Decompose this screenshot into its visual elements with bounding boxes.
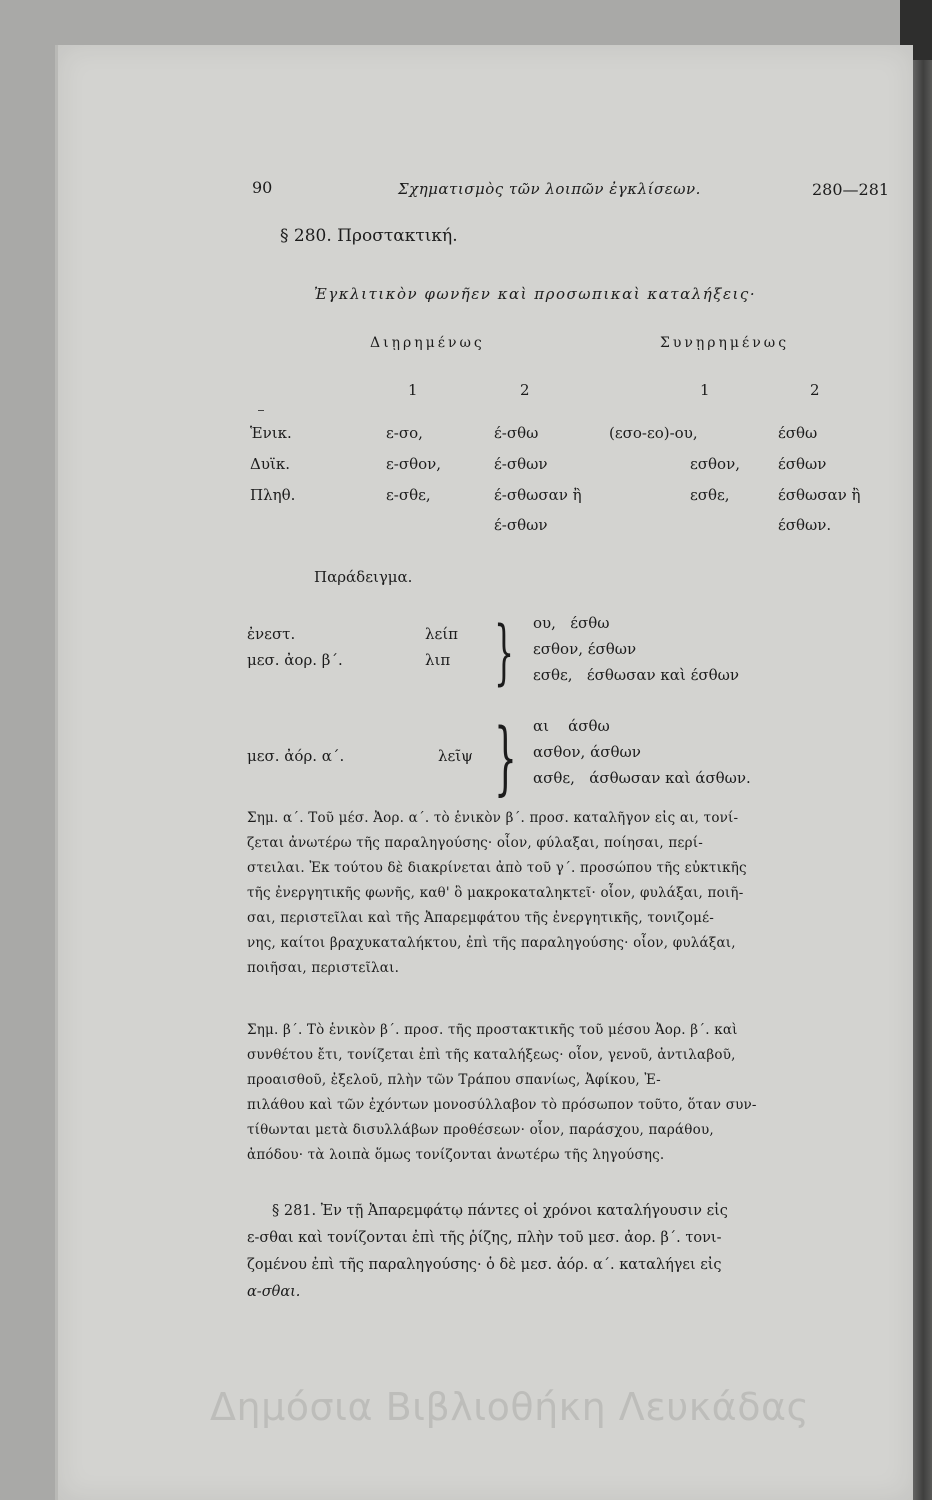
cell: έ-σθω (494, 424, 539, 442)
example-stem: λείπ (425, 625, 459, 643)
example-label: μεσ. ἀόρ. α΄. (247, 747, 345, 765)
example-stem: λιπ (425, 651, 451, 669)
cell: έσθω (778, 424, 818, 442)
library-watermark: Δημόσια Βιβλιοθήκη Λευκάδας (210, 1385, 810, 1429)
row-label: Πληθ. (250, 486, 296, 504)
note-line: ἀπόδου· τὰ λοιπὰ ὅμως τονίζονται ἀνωτέρω τῆς ληγούσης. (247, 1147, 665, 1163)
page-number: 90 (252, 178, 273, 197)
note-line: πιλάθου καὶ τῶν ἐχόντων μονοσύλλαβον τὸ πρόσωπον τοῦτο, ὅταν συν- (247, 1097, 757, 1113)
section-281-line: ε-σθαι καὶ τονίζονται ἐπὶ τῆς ῥίζης, πλὴν τοῦ μεσ. ἀορ. β΄. τονι- (247, 1230, 722, 1246)
note-line: προαισθοῦ, ἐξελοῦ, πλὴν τῶν Τράπου σπανίως, Ἀφίκου, Ἐ- (247, 1072, 661, 1088)
cell: έ-σθων (494, 516, 548, 534)
note-line: ζεται ἀνωτέρω τῆς παραληγούσης· οἷον, φύλαξαι, ποίησαι, περί- (247, 835, 703, 851)
example-stem: λεῖψ (438, 747, 473, 765)
cell: ε-σο, (386, 424, 423, 442)
example-form: ασθε, άσθωσαν καὶ άσθων. (533, 769, 751, 787)
example-heading: Παράδειγμα. (314, 568, 413, 586)
brace: } (494, 711, 517, 804)
cell: εσθον, (690, 455, 740, 473)
table-dash (258, 410, 264, 411)
running-title: Σχηματισμὸς τῶν λοιπῶν ἐγκλίσεων. (398, 180, 701, 198)
note-line: νης, καίτοι βραχυκαταλήκτου, ἐπὶ τῆς παραληγούσης· οἷον, φυλάξαι, (247, 935, 736, 951)
example-label: μεσ. ἀορ. β΄. (247, 651, 343, 669)
section-range: 280—281 (812, 180, 890, 199)
book-page (55, 45, 913, 1500)
cell: εσθε, (690, 486, 730, 504)
section-280-subtitle: Ἐγκλιτικὸν φωνῆεν καὶ προσωπικαὶ καταλήξεις· (314, 285, 757, 303)
cell: ε-σθον, (386, 455, 442, 473)
note-line: ποιῆσαι, περιστεῖλαι. (247, 960, 400, 976)
section-280-title: § 280. Προστακτική. (280, 226, 458, 246)
section-281-line: § 281. Ἐν τῇ Ἀπαρεμφάτῳ πάντες οἱ χρόνοι καταλήγουσιν εἰς (272, 1203, 728, 1219)
cell: έσθων (778, 455, 827, 473)
example-form: αι άσθω (533, 717, 610, 735)
group-left-heading: Διῃρημένως (370, 335, 485, 351)
cell: έ-σθων (494, 455, 548, 473)
cell: ε-σθε, (386, 486, 431, 504)
note-line: σαι, περιστεῖλαι καὶ τῆς Ἀπαρεμφάτου τῆς ἐνεργητικῆς, τονιζομέ- (247, 910, 715, 926)
cell: έσθωσαν ἢ (778, 486, 861, 504)
col-number-4: 2 (810, 381, 820, 399)
note-line: τῆς ἐνεργητικῆς φωνῆς, καθ' ὃ μακροκαταληκτεῖ· οἷον, φυλάξαι, ποιῆ- (247, 885, 744, 901)
col-number-1: 1 (408, 381, 418, 399)
cell: (εσο-εο)-ου, (609, 424, 698, 442)
section-281-line: ζομένου ἐπὶ τῆς παραληγούσης· ὁ δὲ μεσ. ἀόρ. α΄. καταλήγει εἰς (247, 1257, 722, 1273)
cell: έσθων. (778, 516, 832, 534)
section-281-line: α-σθαι. (247, 1284, 301, 1300)
example-form: εσθε, έσθωσαν καὶ έσθων (533, 666, 739, 684)
note-line: συνθέτου ἔτι, τονίζεται ἐπὶ τῆς καταλήξεως· οἷον, γενοῦ, ἀντιλαβοῦ, (247, 1047, 736, 1063)
example-label: ἐνεστ. (247, 625, 296, 643)
note-line: Σημ. β΄. Τὸ ἑνικὸν β΄. προσ. τῆς προστακτικῆς τοῦ μέσου Ἀορ. β΄. καὶ (247, 1022, 738, 1038)
note-line: τίθωνται μετὰ δισυλλάβων προθέσεων· οἷον, παράσχου, παράθου, (247, 1122, 714, 1138)
book-edge (910, 0, 932, 1500)
group-right-heading: Συνῃρημένως (660, 335, 790, 351)
cell: έ-σθωσαν ἢ (494, 486, 582, 504)
example-form: ου, έσθω (533, 614, 610, 632)
note-line: στειλαι. Ἐκ τούτου δὲ διακρίνεται ἀπὸ τοῦ γ΄. προσώπου τῆς εὐκτικῆς (247, 860, 747, 876)
brace: } (494, 611, 515, 693)
example-form: εσθον, έσθων (533, 640, 637, 658)
row-label: Ἑνικ. (250, 424, 292, 442)
example-form: ασθον, άσθων (533, 743, 641, 761)
row-label: Δυϊκ. (250, 455, 290, 473)
col-number-3: 1 (700, 381, 710, 399)
note-line: Σημ. α΄. Τοῦ μέσ. Ἀορ. α΄. τὸ ἑνικὸν β΄. προσ. καταλῆγον εἰς αι, τονί- (247, 810, 739, 826)
col-number-2: 2 (520, 381, 530, 399)
